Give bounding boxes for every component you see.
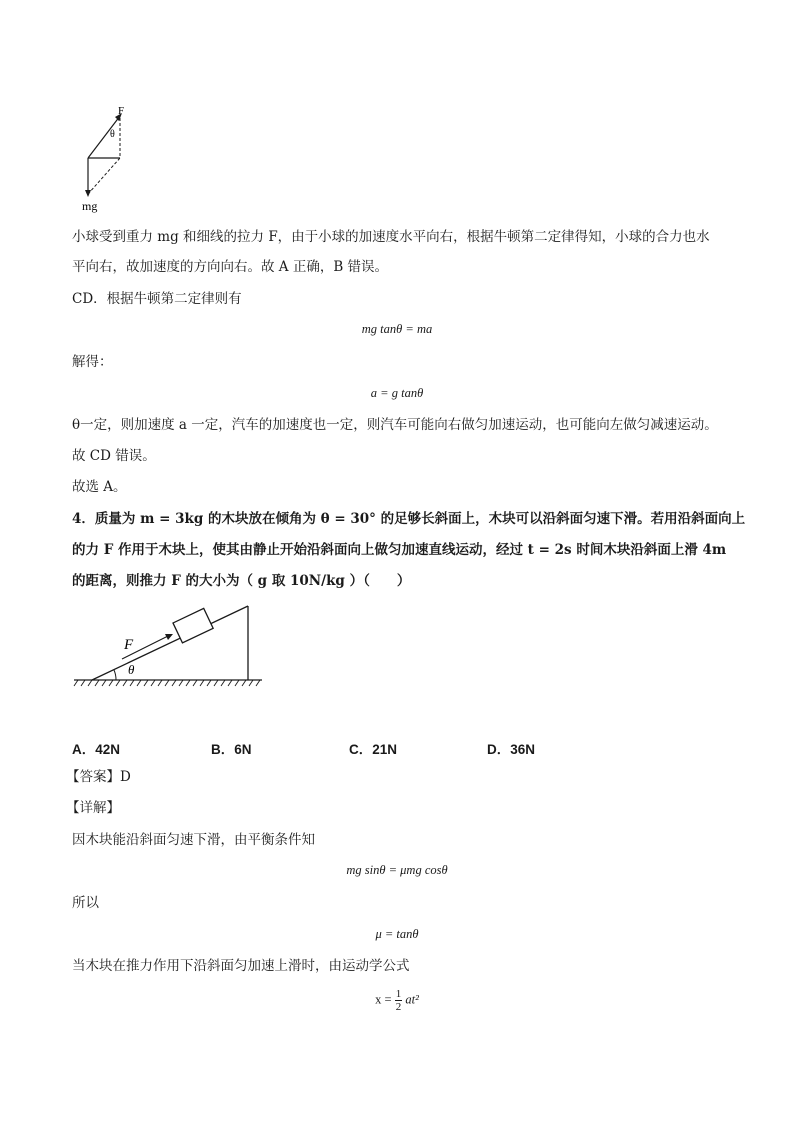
question-4-line-1: 4．质量为 m = 3kg 的木块放在倾角为 θ = 30° 的足够长斜面上，木块可以沿斜面匀速下滑。若用沿斜面向上 <box>72 511 746 527</box>
option-a-text: 42N <box>95 742 121 757</box>
option-d-text: 36N <box>510 742 536 757</box>
analysis-line-4: θ一定，则加速度 a 一定，汽车的加速度也一定，则汽车可能向右做匀加速运动，也可能向左做匀减速运动。 <box>72 417 718 433</box>
equation-1: mg tanθ = ma <box>361 322 433 336</box>
answer-value: D <box>120 769 131 785</box>
option-a <box>72 738 120 758</box>
option-c <box>349 738 397 758</box>
option-a-letter: A． <box>72 742 96 757</box>
option-b-text: 6N <box>234 742 252 757</box>
fraction-denominator: 2 <box>395 1001 402 1013</box>
analysis-line-5: 故 CD 错误。 <box>72 448 156 464</box>
detail-line-3: 当木块在推力作用下沿斜面匀加速上滑时，由运动学公式 <box>72 958 410 974</box>
force-diagram <box>78 104 138 214</box>
detail-line-1: 因木块能沿斜面匀速下滑，由平衡条件知 <box>72 832 315 848</box>
analysis-line-2: 平向右，故加速度的方向向右。故 A 正确，B 错误。 <box>72 259 389 275</box>
analysis-line-1: 小球受到重力 mg 和细线的拉力 F，由于小球的加速度水平向右，根据牛顿第二定律得知，小球的合力也水 <box>72 229 710 245</box>
question-4-line-2: 的力 F 作用于木块上，使其由静止开始沿斜面向上做匀加速直线运动，经过 t = 2s 时间木块沿斜面上滑 4m <box>72 542 727 558</box>
question-4-line-3: 的距离，则推力 F 的大小为（ g 取 10N/kg ）（ ） <box>72 573 411 589</box>
equation-5-right: at² <box>405 992 419 1007</box>
option-c-text: 21N <box>372 742 398 757</box>
option-d-letter: D． <box>487 742 511 757</box>
incline-angle-label: θ <box>128 662 135 677</box>
option-b-letter: B． <box>211 742 235 757</box>
option-d <box>487 738 535 758</box>
equation-5-fraction <box>395 988 403 1013</box>
equation-2: a = g tanθ <box>370 386 424 400</box>
detail-line-2: 所以 <box>72 895 99 911</box>
fraction-numerator: 1 <box>395 988 402 1000</box>
option-b <box>211 738 252 758</box>
answer-line <box>66 767 131 787</box>
analysis-line-3: CD．根据牛顿第二定律则有 <box>72 291 242 307</box>
angle-label-theta: θ <box>110 129 115 140</box>
force-label-mg: mg <box>82 199 98 213</box>
equation-5-left: x = <box>375 992 392 1007</box>
detail-label: 【详解】 <box>66 800 120 816</box>
force-label-f: F <box>118 105 125 117</box>
solve-label: 解得： <box>72 354 113 370</box>
incline-diagram <box>72 600 267 692</box>
equation-5 <box>0 988 794 1013</box>
option-c-letter: C． <box>349 742 373 757</box>
analysis-line-6: 故选 A。 <box>72 479 127 495</box>
incline-force-label: F <box>124 637 134 653</box>
answer-label: 【答案】 <box>66 769 120 785</box>
equation-4: μ = tanθ <box>375 927 419 941</box>
equation-3: mg sinθ = μmg cosθ <box>346 863 448 877</box>
